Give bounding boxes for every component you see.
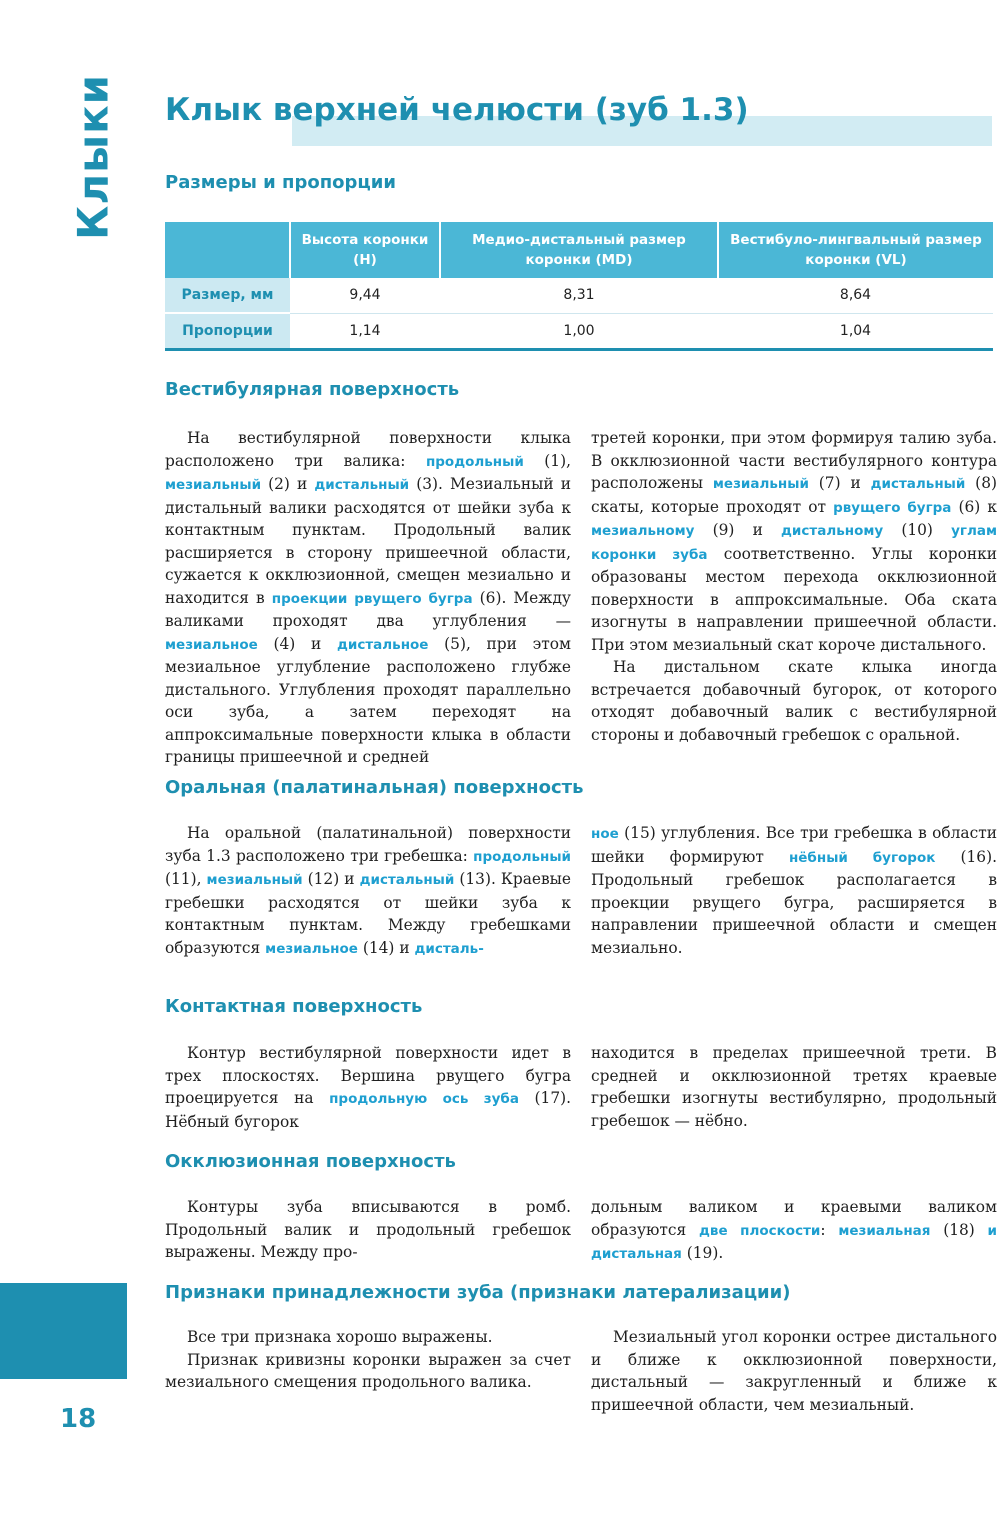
table-cell: 8,64 <box>718 278 993 313</box>
paragraph <box>165 427 571 769</box>
text-run: (6) к <box>951 497 997 516</box>
text-run: дольным валиком и краевыми валиком образуются <box>591 1198 997 1239</box>
text-run: (11), <box>165 870 207 888</box>
paragraph <box>591 822 997 959</box>
page-number: 18 <box>60 1404 97 1434</box>
side-color-block <box>0 1283 127 1379</box>
text-run: (17). Нёбный бугорок <box>165 1089 572 1131</box>
signs-text-left <box>165 1326 571 1394</box>
table-header-vl: Вестибуло-лингвальный размер коронки (VL) <box>718 222 993 278</box>
text-run: (13). Краевые гребешки расходятся от шейки зуба к контактным пунктам. Между гребешками образуются <box>165 870 571 957</box>
text-run: Контур вестибулярной поверхности идет в трех плоскостях. Вершина рвущего бугра проецируется на <box>165 1044 571 1107</box>
text-run: (3). Мезиальный и дистальный валики расходятся от шейки зуба к контактным пунктам. Продольный валик расширяется в сторону пришеечной области, сужается к окклюзионной, смещен мезиально и находится в <box>165 475 571 607</box>
text-run: (8) скаты, которые проходят от <box>591 474 997 516</box>
text-run: (7) и <box>808 474 871 492</box>
table-cell: 1,14 <box>290 313 440 350</box>
paragraph <box>165 1042 571 1133</box>
contact-text-right <box>591 1042 997 1132</box>
table-cell: 1,00 <box>440 313 718 350</box>
paragraph <box>591 656 997 746</box>
text-run: На оральной (палатинальной) поверхности зуба 1.3 расположено три гребешка: <box>165 824 571 865</box>
table-row <box>165 313 993 350</box>
text-run: Контуры зуба вписываются в ромб. Продольный валик и продольный гребешок выражены. Между про- <box>165 1198 571 1261</box>
text-run: (16). Продольный гребешок располагается в проекции рвущего бугра, расширяется в направлении пришеечной области и смещен мезиально. <box>591 847 997 957</box>
table-header-row <box>165 222 993 278</box>
text-run: (12) и <box>302 870 360 888</box>
table-header-height: Высота коронки (H) <box>290 222 440 278</box>
paragraph <box>165 822 571 960</box>
oral-text-left <box>165 822 571 960</box>
occlusal-text-right <box>591 1196 997 1266</box>
section-heading-occlusal: Окклюзионная поверхность <box>165 1151 456 1172</box>
keyword-term: проекции рвущего бугра <box>271 590 473 607</box>
keyword-term: мезиальное <box>165 636 258 653</box>
table-corner-cell <box>165 222 290 278</box>
dimensions-table <box>165 222 993 351</box>
keyword-term: дистальный <box>870 476 966 492</box>
text-run: (5), при этом мезиальное углубление расположено глубже дистального. Углубления проходят параллельно оси зуба, а затем переходят на аппроксимальные поверхности клыка в области границы пришеечной и средней <box>165 634 571 766</box>
oral-text-right <box>591 822 997 959</box>
keyword-term: мезиальный <box>165 477 262 493</box>
occlusal-text-left <box>165 1196 571 1264</box>
table-cell: 8,31 <box>440 278 718 313</box>
signs-text-right <box>591 1326 997 1416</box>
paragraph: Мезиальный угол коронки острее дистального и ближе к окклюзионной поверхности, дистальный — закругленный и ближе к пришеечной области, чем мезиальный. <box>591 1328 997 1414</box>
keyword-term: мезиальная <box>838 1222 931 1239</box>
text-run: находится в пределах пришеечной трети. В средней и окклюзионной третях краевые гребешки изогнуты вестибулярно, продольный гребешок — нёбно. <box>591 1044 997 1130</box>
section-heading-signs: Признаки принадлежности зуба (признаки латерализации) <box>165 1282 791 1303</box>
text-run: : <box>820 1220 839 1239</box>
paragraph: Все три признака хорошо выражены. <box>187 1328 493 1346</box>
table-row-label: Пропорции <box>165 313 290 350</box>
keyword-term: дистальное <box>336 636 429 653</box>
table-row-label: Размер, мм <box>165 278 290 313</box>
keyword-term: продольную ось зуба <box>329 1091 519 1107</box>
keyword-term: дистальному <box>781 523 884 539</box>
keyword-term: дисталь- <box>414 940 484 957</box>
side-chapter-title: Клыки <box>68 73 118 241</box>
vestibular-text-left <box>165 427 571 769</box>
table-row <box>165 278 993 313</box>
text-run: (1), <box>523 451 571 470</box>
text-run: (15) углубления. Все три гребешка в области шейки формируют <box>591 824 997 866</box>
paragraph <box>591 1196 997 1266</box>
section-heading-contact: Контактная поверхность <box>165 996 423 1017</box>
text-run: (19). <box>681 1244 724 1262</box>
text-run: третей коронки, при этом формируя талию зуба. В окклюзионной части вестибулярного контура расположены <box>591 429 997 492</box>
keyword-term: продольный <box>473 848 571 865</box>
keyword-term: дистальный <box>314 477 410 493</box>
text-run: (4) и <box>257 634 337 653</box>
keyword-term: и дистальная <box>591 1222 997 1262</box>
keyword-term: две плоскости <box>699 1222 821 1239</box>
keyword-term: углам коронки зуба <box>591 523 997 563</box>
section-heading-vestibular: Вестибулярная поверхность <box>165 379 460 400</box>
table-cell: 1,04 <box>718 313 993 350</box>
text-run: (6). Между валиками проходят два углубления — <box>165 588 571 630</box>
text-run: (9) и <box>694 521 782 539</box>
keyword-term: нёбный бугорок <box>788 849 936 866</box>
paragraph <box>591 1042 997 1132</box>
text-run: соответственно. Углы коронки образованы местом перехода окклюзионной поверхности в аппроксимальные. Оба ската изогнуты в направлении пришеечной области. При этом мезиальный скат короче дистального. <box>591 544 997 654</box>
keyword-term: мезиальному <box>591 523 695 539</box>
paragraph: Признак кривизны коронки выражен за счет мезиального смещения продольного валика. <box>165 1350 571 1391</box>
keyword-term: рвущего бугра <box>833 499 952 516</box>
table-header-md: Медио-дистальный размер коронки (MD) <box>440 222 718 278</box>
paragraph <box>591 427 997 656</box>
keyword-term: мезиальное <box>265 940 358 957</box>
paragraph <box>165 1196 571 1264</box>
keyword-term: дистальный <box>359 872 455 888</box>
section-heading-sizes: Размеры и пропорции <box>165 172 396 193</box>
section-heading-oral: Оральная (палатинальная) поверхность <box>165 777 584 798</box>
text-run: (18) <box>930 1220 988 1239</box>
text-run: На дистальном скате клыка иногда встречается добавочный бугорок, от которого отходят добавочный валик с вестибулярной стороны и добавочный гребешок с оральной. <box>591 658 997 744</box>
keyword-term: мезиальный <box>206 872 303 888</box>
keyword-term: мезиальный <box>712 476 809 492</box>
contact-text-left <box>165 1042 571 1133</box>
text-run: (2) и <box>261 475 315 493</box>
keyword-term: ное <box>591 826 619 842</box>
vestibular-text-right <box>591 427 997 746</box>
page-title: Клык верхней челюсти (зуб 1.3) <box>165 92 749 128</box>
table-cell: 9,44 <box>290 278 440 313</box>
keyword-term: продольный <box>425 453 524 470</box>
text-run: (10) <box>883 521 952 539</box>
text-run: На вестибулярной поверхности клыка расположено три валика: <box>165 429 571 470</box>
text-run: (14) и <box>357 938 415 957</box>
